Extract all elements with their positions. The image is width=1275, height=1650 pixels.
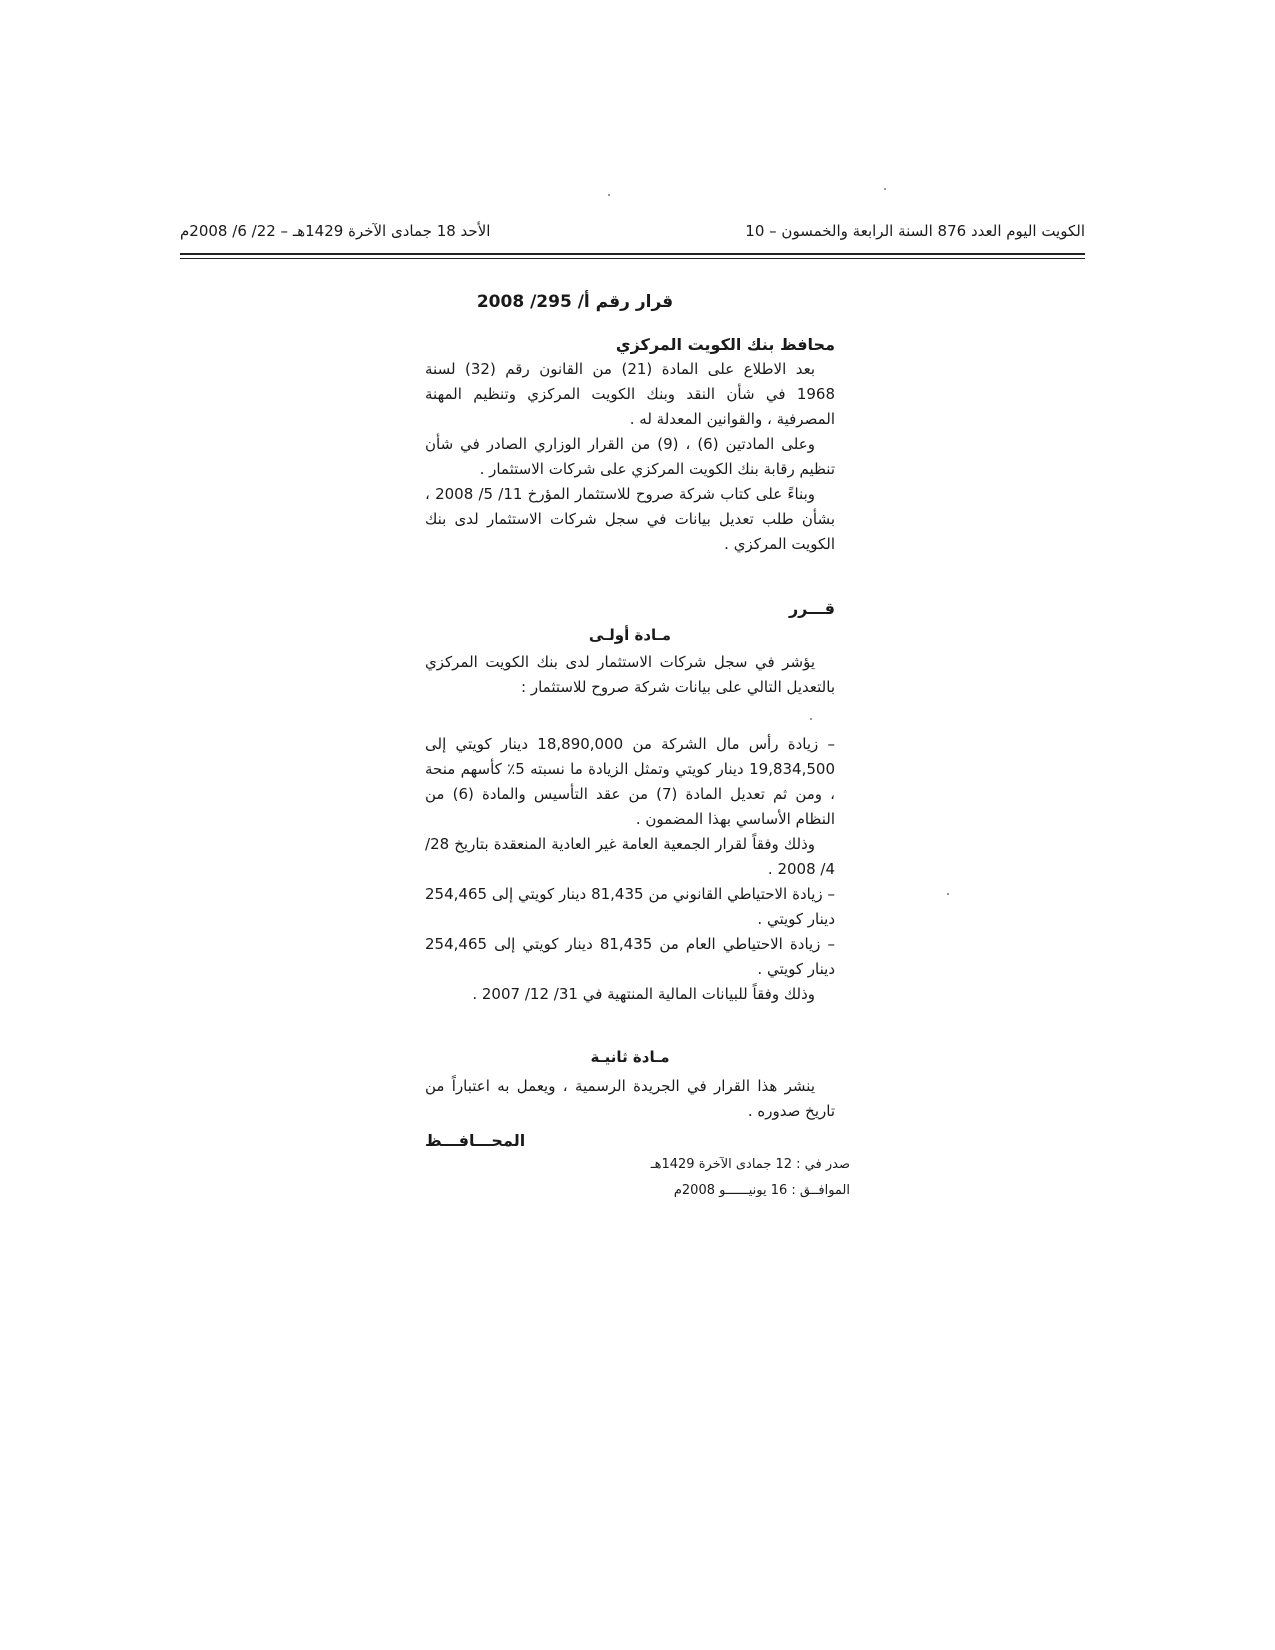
header-date: الأحد 18 جمادى الآخرة 1429هـ – 22/ 6/ 2008م <box>180 222 491 240</box>
header-issue-info: الكويت اليوم العدد 876 السنة الرابعة والخمسون – 10 <box>745 222 1085 240</box>
article-2-body <box>425 1074 835 1124</box>
scan-speck <box>608 194 610 196</box>
decision-title: قرار رقم أ/ 295/ 2008 <box>476 292 674 312</box>
article-1-intro-text: يؤشر في سجل شركات الاستثمار لدى بنك الكويت المركزي بالتعديل التالي على بيانات شركة صروح للاستثمار : <box>425 653 835 696</box>
preamble-block <box>425 332 835 557</box>
signature-block <box>425 1128 835 1153</box>
page-header <box>180 222 1085 250</box>
preamble-paragraph-3: وبناءً على كتاب شركة صروح للاستثمار المؤرخ 11/ 5/ 2008 ، بشأن طلب تعديل بيانات في سجل شركات الاستثمار لدى بنك الكويت المركزي . <box>425 485 835 553</box>
preamble-paragraph-2: وعلى المادتين (6) ، (9) من القرار الوزاري الصادر في شأن تنظيم رقابة بنك الكويت المركزي على شركات الاستثمار . <box>425 435 835 478</box>
article-2-heading: مـادة ثانيـة <box>590 1048 670 1066</box>
preamble-paragraph-1: بعد الاطلاع على المادة (21) من القانون رقم (32) لسنة 1968 في شأن النقد وبنك الكويت المركزي وتنظيم المهنة المصرفية ، والقوانين المعدلة له . <box>425 360 835 428</box>
scan-speck <box>947 893 949 895</box>
article-1-item-general-reserve: – زيادة الاحتياطي العام من 81,435 دينار كويتي إلى 254,465 دينار كويتي . <box>425 935 835 978</box>
issuer-heading: محافظ بنك الكويت المركزي <box>615 335 835 354</box>
header-rule-thick <box>180 253 1085 255</box>
issued-date-hijri: صدر في : 12 جمادى الآخرة 1429هـ <box>650 1157 850 1172</box>
article-1-intro <box>425 650 835 700</box>
article-1-heading: مـادة أولـى <box>588 626 672 644</box>
scan-speck <box>884 188 886 190</box>
header-rule-thin <box>180 258 1085 259</box>
signature-title: المحـــافـــظ <box>425 1131 526 1150</box>
article-1-item-reserves-basis: وذلك وفقاً للبيانات المالية المنتهية في 31/ 12/ 2007 . <box>472 985 815 1003</box>
scan-speck <box>810 718 812 720</box>
article-2-text: ينشر هذا القرار في الجريدة الرسمية ، ويعمل به اعتباراً من تاريخ صدوره . <box>425 1077 835 1120</box>
article-1-item-capital: – زيادة رأس مال الشركة من 18,890,000 دينار كويتي إلى 19,834,500 دينار كويتي وتمثل الزيادة ما نسبته 5٪ كأسهم منحة ، ومن ثم تعديل المادة (7) من عقد التأسيس والمادة (6) من النظام الأساسي بهذا المضمون . <box>425 735 835 828</box>
article-1-item-legal-reserve: – زيادة الاحتياطي القانوني من 81,435 دينار كويتي إلى 254,465 دينار كويتي . <box>425 885 835 928</box>
issued-date-gregorian: الموافــق : 16 يونيــــــو 2008م <box>673 1183 850 1198</box>
issuance-block <box>610 1152 850 1204</box>
article-1-item-capital-basis: وذلك وفقاً لقرار الجمعية العامة غير العادية المنعقدة بتاريخ 28/ 4/ 2008 . <box>425 835 835 878</box>
decided-label: قـــرر <box>788 599 835 618</box>
article-1-items <box>425 732 835 1007</box>
decided-block <box>425 596 835 621</box>
